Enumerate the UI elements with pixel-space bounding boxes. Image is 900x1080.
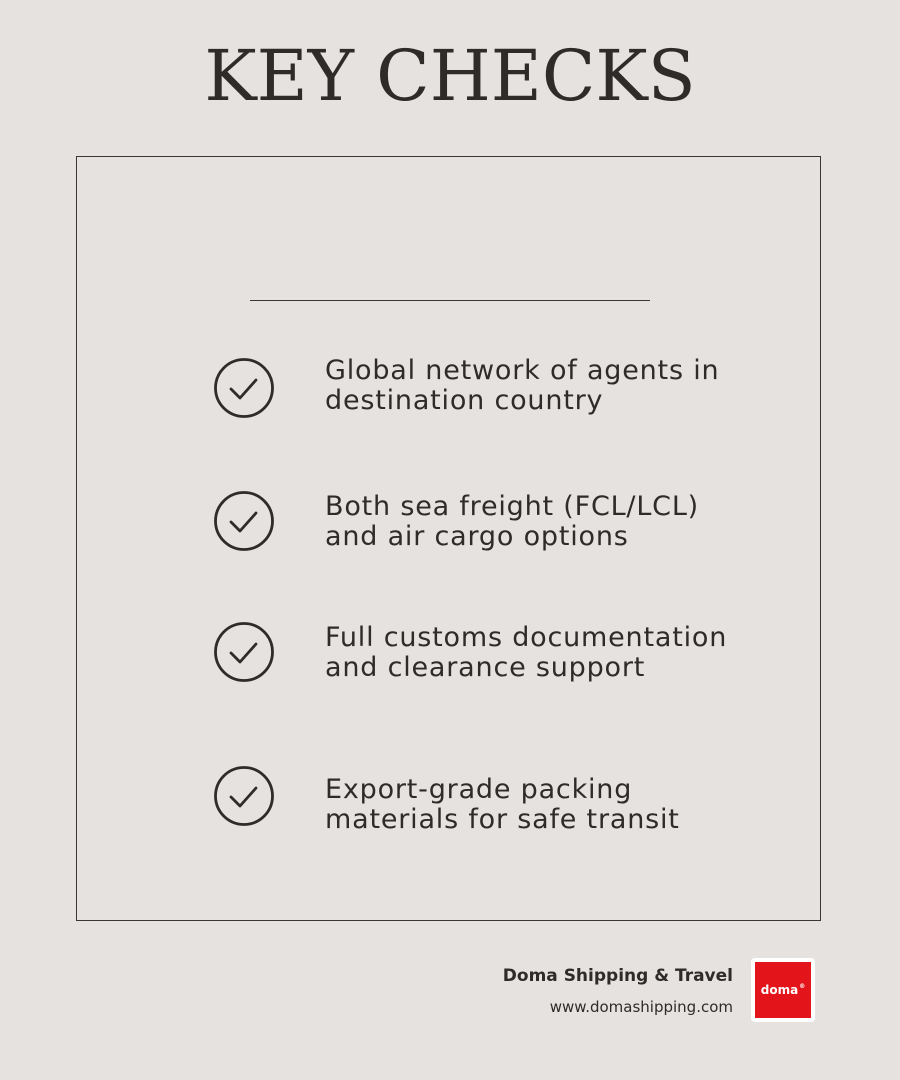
check-item-text [325, 775, 745, 835]
check-item-line-2: destination country [325, 385, 604, 416]
check-item-3 [212, 620, 752, 684]
doma-logo-mark [755, 962, 811, 1018]
check-item-text [325, 623, 745, 683]
check-item-line-1: Both sea freight (FCL/LCL) [325, 491, 700, 522]
check-circle-icon [212, 356, 276, 420]
divider-line [250, 300, 650, 301]
check-item-text [325, 356, 745, 416]
doma-logo [751, 958, 815, 1022]
company-website-link[interactable]: www.domashipping.com [549, 998, 733, 1016]
company-name: Doma Shipping & Travel [502, 966, 733, 986]
logo-text: doma [760, 983, 799, 997]
check-item-line-2: and clearance support [325, 652, 646, 683]
check-item-1 [212, 356, 752, 420]
check-circle-icon [212, 489, 276, 553]
page-title: KEY CHECKS [204, 35, 696, 117]
check-item-line-2: and air cargo options [325, 521, 629, 552]
check-circle-icon [212, 764, 276, 828]
check-item-line-1: Global network of agents in [325, 355, 720, 386]
check-circle-icon [212, 620, 276, 684]
check-item-2 [212, 489, 752, 553]
check-item-line-1: Full customs documentation [325, 622, 728, 653]
check-item-4 [212, 764, 752, 835]
registered-mark: ® [799, 982, 806, 990]
check-item-line-1: Export-grade packing [325, 774, 633, 805]
check-item-text [325, 492, 745, 552]
check-item-line-2: materials for safe transit [325, 804, 680, 835]
